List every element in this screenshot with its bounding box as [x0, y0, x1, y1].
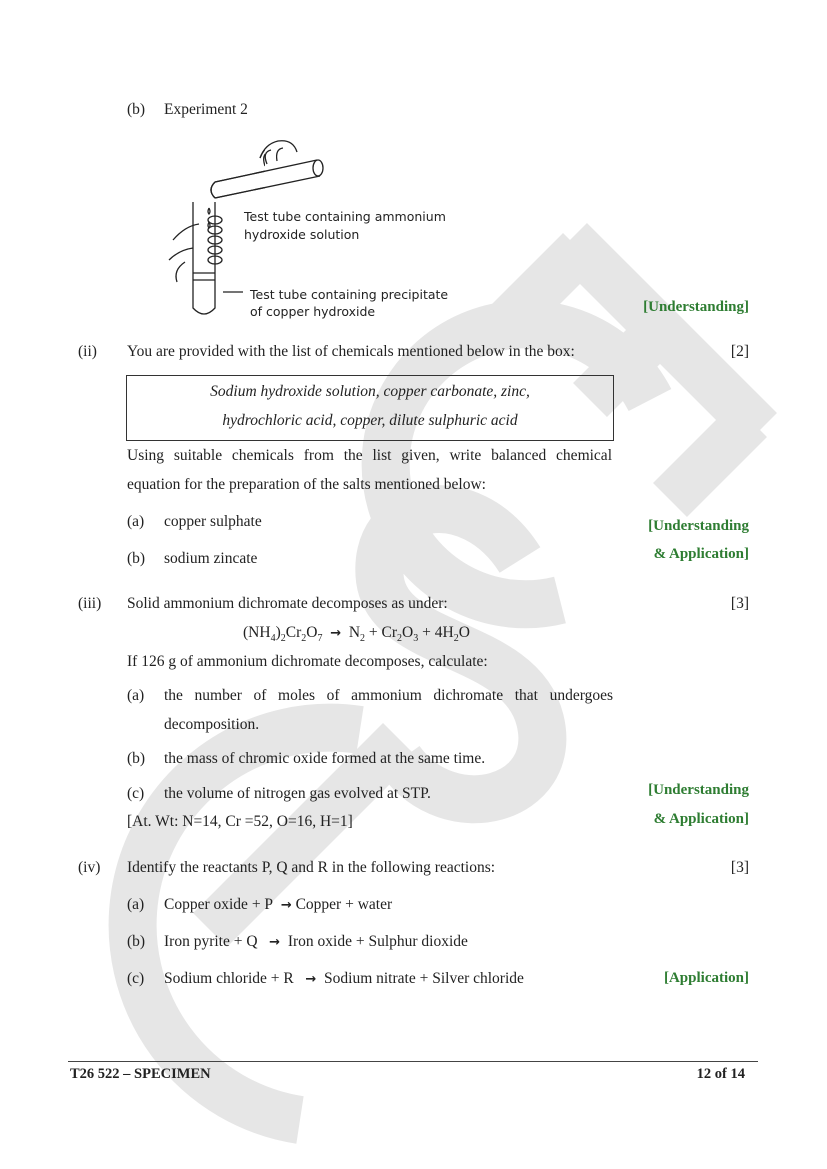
- q2-instruction-2: equation for the preparation of the salts mentioned below:: [127, 476, 486, 493]
- q3-marks: [3]: [730, 595, 749, 612]
- q4-text: Identify the reactants P, Q and R in the following reactions:: [127, 859, 496, 876]
- q3-tag-1: [Understanding: [648, 782, 749, 798]
- footer-code: T26 522 – SPECIMEN: [70, 1066, 211, 1082]
- q4-item-c-label: (c): [127, 970, 145, 987]
- q2-item-b-label: (b): [127, 550, 146, 567]
- q2-instruction-1: Using suitable chemicals from the list given, write balanced chemical: [127, 447, 612, 464]
- chemicals-line-2: hydrochloric acid, copper, dilute sulphuric acid: [222, 412, 518, 429]
- q3-item-c-label: (c): [127, 785, 145, 802]
- q4-item-b-label: (b): [127, 933, 146, 950]
- q3-item-b-text: the mass of chromic oxide formed at the same time.: [164, 750, 486, 767]
- footer-page-number: 12 of 14: [696, 1066, 745, 1082]
- q2-number: (ii): [78, 343, 97, 360]
- arrow-icon: →: [330, 626, 342, 641]
- q4-marks: [3]: [730, 859, 749, 876]
- q3-prompt: If 126 g of ammonium dichromate decomposes, calculate:: [127, 653, 488, 670]
- figure-label-top-1: Test tube containing ammonium: [244, 209, 446, 224]
- q4-item-b-reaction: Iron pyrite + Q → Iron oxide + Sulphur dioxide: [164, 933, 468, 950]
- arrow-icon: →: [269, 935, 281, 950]
- q2-tag-2: & Application]: [653, 546, 749, 562]
- q3-item-a-label: (a): [127, 687, 145, 704]
- arrow-icon: →: [280, 898, 292, 913]
- q4-item-c-reaction: Sodium chloride + R → Sodium nitrate + Silver chloride: [164, 970, 524, 987]
- atomic-weights: [At. Wt: N=14, Cr =52, O=16, H=1]: [127, 813, 353, 830]
- q3-item-b-label: (b): [127, 750, 146, 767]
- figure-label-top-2: hydroxide solution: [244, 227, 360, 242]
- chemicals-line-1: Sodium hydroxide solution, copper carbonate, zinc,: [210, 383, 530, 400]
- q3-tag-2: & Application]: [653, 811, 749, 827]
- q2-item-a-label: (a): [127, 513, 145, 530]
- q4-number: (iv): [78, 859, 101, 876]
- q3-number: (iii): [78, 595, 102, 612]
- part-b-label: (b): [127, 101, 146, 118]
- q4-tag: [Application]: [663, 970, 749, 986]
- upper-tube-drawing: [165, 130, 335, 200]
- chemicals-box: [126, 375, 614, 441]
- footer-rule: [68, 1061, 758, 1062]
- q3-item-c-text: the volume of nitrogen gas evolved at STP.: [164, 785, 431, 802]
- q2-tag-1: [Understanding: [648, 518, 749, 534]
- q2-item-a-text: copper sulphate: [164, 513, 262, 530]
- q4-item-a-reaction: Copper oxide + P → Copper + water: [164, 896, 393, 913]
- q3-text: Solid ammonium dichromate decomposes as under:: [127, 595, 448, 612]
- q3-item-a-line2: decomposition.: [164, 716, 260, 733]
- q2-text: You are provided with the list of chemicals mentioned below in the box:: [127, 343, 575, 360]
- q2-marks: [2]: [730, 343, 749, 360]
- figure-label-bottom-1: Test tube containing precipitate: [250, 287, 449, 302]
- q4-item-a-label: (a): [127, 896, 145, 913]
- figure-label-bottom-2: of copper hydroxide: [250, 304, 376, 319]
- q3-item-a-line1: the number of moles of ammonium dichromate that undergoes: [164, 687, 613, 704]
- tag-understanding: [Understanding]: [643, 299, 749, 315]
- decomposition-equation: $(NH_4)_2Cr_2O_7 \to N_2 + Cr_2O_3 + 4H_2O$: [243, 624, 470, 645]
- q2-item-b-text: sodium zincate: [164, 550, 258, 567]
- arrow-icon: →: [305, 972, 317, 987]
- part-b-title: Experiment 2: [164, 101, 248, 118]
